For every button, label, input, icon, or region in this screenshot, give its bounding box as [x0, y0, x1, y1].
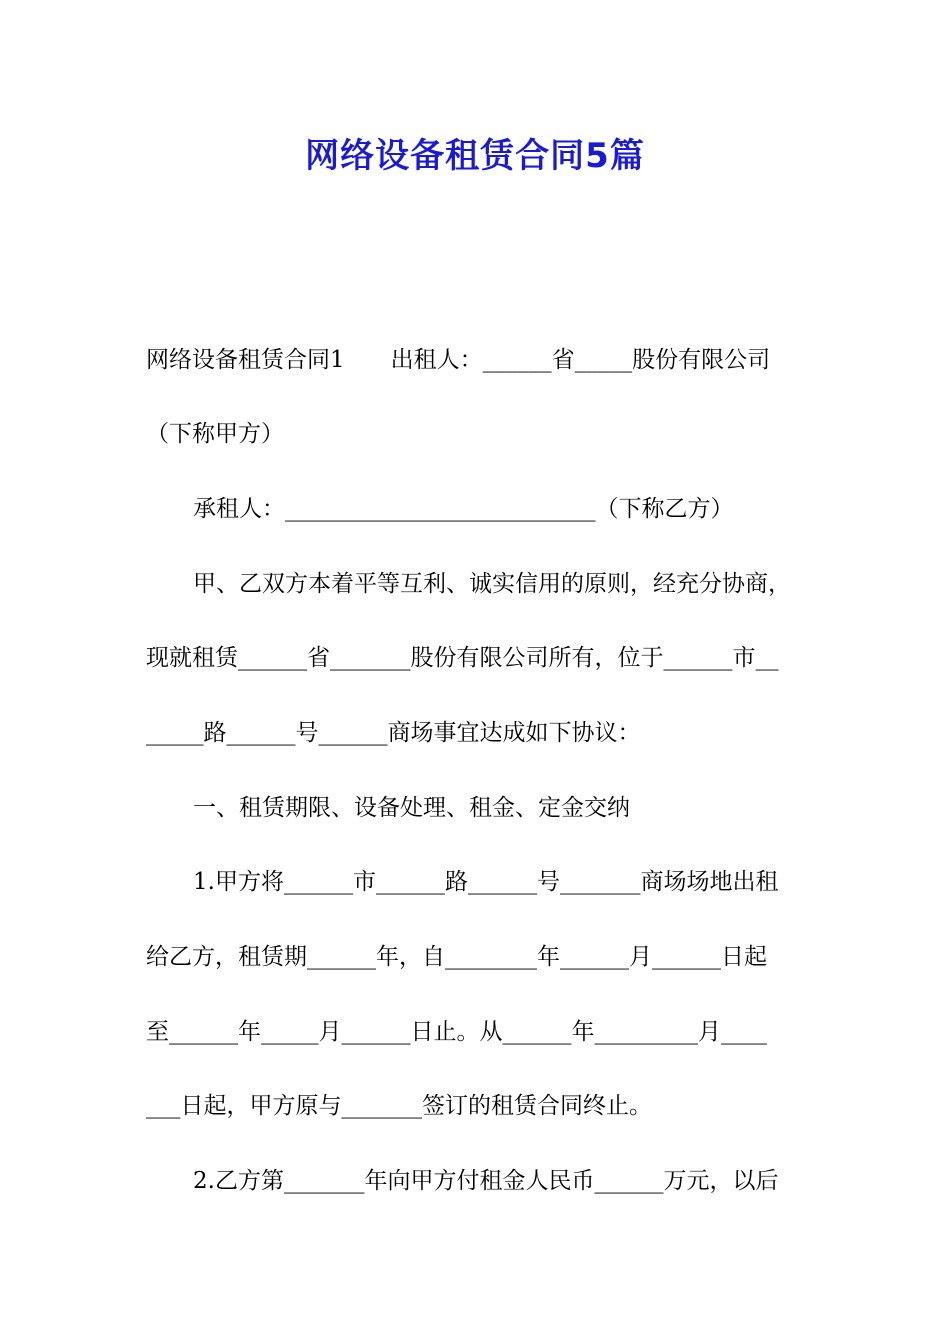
section-heading: 一、租赁期限、设备处理、租金、定金交纳	[193, 795, 630, 821]
paragraph-line: 1.甲方将______市______路______号_______商场场地出租	[193, 869, 779, 895]
paragraph-line: （下称甲方）	[146, 421, 284, 447]
paragraph-line: 现就租赁______省_______股份有限公司所有，位于______市__	[146, 645, 779, 671]
paragraph-line: 网络设备租赁合同1 出租人：______省_____股份有限公司	[146, 347, 771, 373]
paragraph-line: _____路______号______商场事宜达成如下协议：	[146, 720, 641, 746]
paragraph-line: ___日起，甲方原与_______签订的租赁合同终止。	[146, 1093, 652, 1119]
paragraph-line: 2.乙方第_______年向甲方付租金人民币______万元，以后	[193, 1168, 779, 1194]
paragraph-line: 给乙方，租赁期______年，自________年______月______日起	[146, 944, 767, 970]
document-title: 网络设备租赁合同5篇	[305, 136, 645, 176]
paragraph-line: 甲、乙双方本着平等互利、诚实信用的原则，经充分协商，	[193, 571, 791, 597]
paragraph-line: 至______年_____月______日止。从______年_________月____	[146, 1019, 767, 1045]
paragraph-line: 承租人：___________________________（下称乙方）	[193, 496, 734, 522]
